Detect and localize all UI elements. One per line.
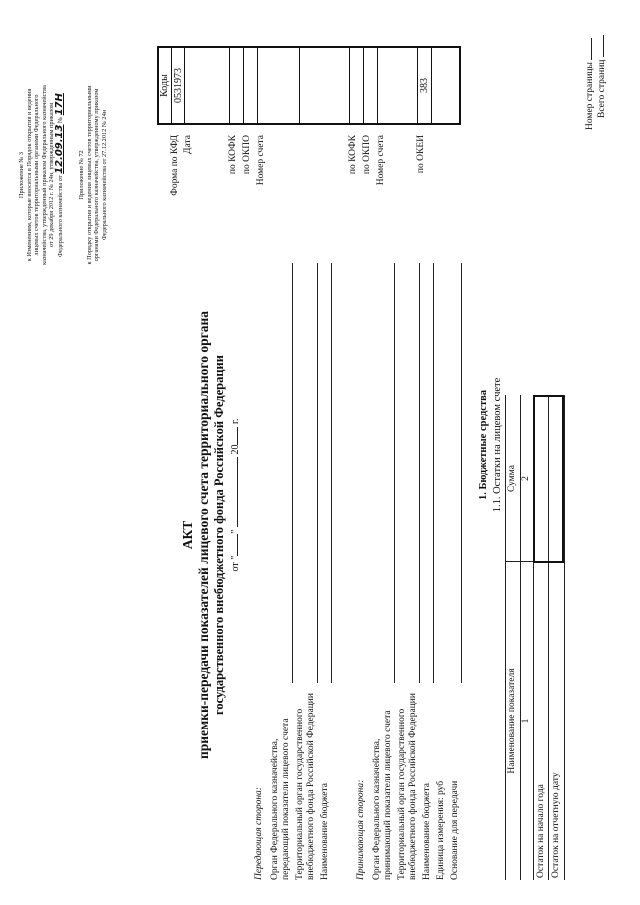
transferring-territorial-label-1: Территориальный орган государственного (295, 708, 305, 880)
okpo1-code-cell (243, 48, 244, 123)
table-row-begin-year: Остаток на начало года (536, 784, 546, 878)
unit-of-measure-label: Единица измерения: руб (436, 780, 446, 880)
date-code-cell (184, 48, 185, 123)
transferring-territorial-line (317, 263, 318, 683)
okei-code-cell: 383 (417, 48, 432, 123)
okpo2-code-cell (363, 48, 364, 123)
receiving-territorial-line (419, 263, 420, 683)
receiving-budget-label: Наименование бюджета (422, 783, 432, 880)
codes-box (157, 46, 461, 125)
transferring-territorial-label-2: внебюджетного фонда Российской Федерации (306, 693, 316, 880)
appendix-3-note: Приложение № 3 к Изменениям, которые вносятся в Порядок открытия и ведения лицевых счетов территориальными органами Федерального казначейства, утвержденный приказом Федерального казначейства от 29 декабря 2012 г. № 24н, утвержденным приказом Федерального казначейства от 12.09.13 № 17Н (18, 85, 65, 265)
account2-code-cell (377, 48, 378, 123)
basis-code-cell (431, 48, 432, 123)
receiving-organ-label-1: Орган Федерального казначейства, (372, 738, 382, 880)
col-sum-header: Сумма (507, 465, 517, 492)
document-title-line1: приемки-передачи показателей лицевого счета территориального органа (196, 310, 211, 760)
transferring-organ-label-1: Орган Федерального казначейства, (270, 738, 280, 880)
table-top-border (505, 395, 506, 880)
receiving-territorial-label-2: внебюджетного фонда Российской Федерации (408, 693, 418, 880)
page-number-label: Номер страницы (585, 38, 595, 130)
col-name-header: Наименование показателя (507, 668, 517, 774)
okpo-label-1: по ОКПО (242, 135, 252, 175)
document-title-line2: государственного внебюджетного фонда Российской Федерации (212, 355, 226, 715)
total-pages-label: Всего страниц (597, 35, 607, 118)
transferring-party-heading: Передающая сторона: (254, 787, 264, 880)
transferring-organ-label-2: передающий показатели лицевого счета (281, 718, 291, 880)
receiving-organ-label-2: принимающий показатели лицевого счета (383, 710, 393, 880)
sum-cells-box (533, 395, 564, 563)
okpo-label-2: по ОКПО (362, 135, 372, 175)
appendix-72-note: Приложение № 72 к Порядку открытия и ведения лицевых счетов территориальными органами Федерального казначейства, утвержденному приказом Федерального казначейства от 27.12.2012 № 24н (78, 85, 108, 265)
table-row2-bottom (564, 395, 565, 880)
section-subheading: 1.1. Остатки на лицевом счете (492, 377, 503, 513)
basis-for-transfer-label: Основание для передачи (450, 780, 460, 880)
receiving-party-heading: Принимающая сторона: (356, 779, 366, 880)
transferring-budget-label: Наименование бюджета (320, 783, 330, 880)
transferring-budget-line (331, 263, 332, 683)
kofk1-code-cell (229, 48, 230, 123)
receiving-organ-line (394, 263, 395, 683)
receiving-territorial-label-1: Территориальный орган государственного (397, 708, 407, 880)
handwritten-number: 17Н (53, 93, 65, 116)
handwritten-date: 12.09.13 (53, 124, 65, 174)
date-label: Дата (183, 135, 193, 154)
document-title-akt: АКТ (180, 520, 195, 550)
col-number-1: 1 (521, 718, 531, 724)
kofk-label-1: по КОФК (228, 135, 238, 175)
basis-line (461, 263, 462, 683)
account1-code-cell (257, 48, 258, 123)
transferring-organ-line (292, 263, 293, 683)
section-heading: 1. Бюджетные средства (478, 389, 489, 501)
okud-code-cell: 0531973 (171, 48, 185, 123)
table-row-report-date: Остаток на отчетную дату (551, 772, 561, 878)
document-date-line: от "" 20 г. (230, 418, 241, 572)
codes-header-row: Коды (159, 74, 170, 97)
receiving-budget-line (433, 263, 434, 683)
account-label-1: Номер счета (256, 135, 266, 186)
kofk-label-2: по КОФК (348, 135, 358, 175)
okei-label: по ОКЕИ (416, 135, 426, 174)
account-label-2: Номер счета (376, 135, 386, 186)
blank-code-cell (299, 48, 300, 123)
kofk2-code-cell (349, 48, 350, 123)
col-number-2: 2 (521, 476, 531, 481)
form-kfd-label: Форма по КФД (170, 135, 180, 196)
